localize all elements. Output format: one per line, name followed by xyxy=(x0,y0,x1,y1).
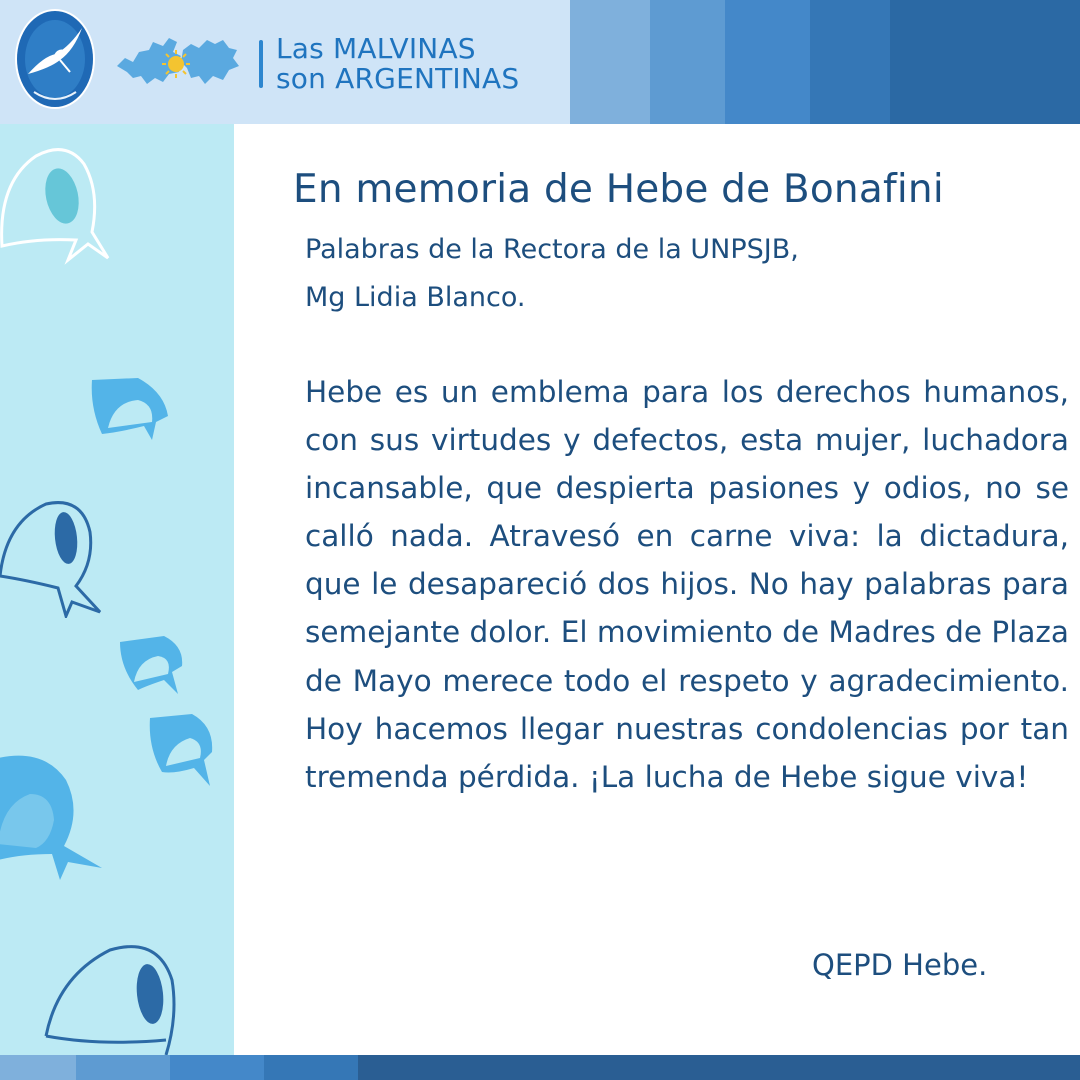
decorative-side-panel xyxy=(0,124,234,1055)
page-title: En memoria de Hebe de Bonafini xyxy=(293,167,944,212)
university-seal-icon xyxy=(14,8,96,110)
header-slogan-line2: son ARGENTINAS xyxy=(276,62,520,95)
header-slogan-line1: Las MALVINAS xyxy=(276,32,476,65)
white-headscarf-icon xyxy=(0,492,108,618)
header-divider xyxy=(259,40,263,88)
white-headscarf-icon xyxy=(0,750,108,884)
white-headscarf-icon xyxy=(118,632,186,700)
header-stripe xyxy=(725,0,810,124)
statement-body: Hebe es un emblema para los derechos humanos, con sus virtudes y defectos, esta mujer, luchadora incansable, que despierta pasiones y odios, no se calló nada. Atravesó en carne viva: la dictadura, que le desapareció dos hijos. No hay palabras para semejante dolor. El movimiento de Madres de Plaza de Mayo merece todo el respeto y agradecimiento. Hoy hacemos llegar nuestras condolencias por tan tremenda pérdida. ¡La lucha de Hebe sigue viva! xyxy=(305,375,1069,794)
white-headscarf-icon xyxy=(40,936,190,1055)
white-headscarf-icon xyxy=(148,712,216,792)
header-stripe xyxy=(890,0,1080,124)
subtitle-line1: Palabras de la Rectora de la UNPSJB, xyxy=(305,234,799,265)
header-stripe xyxy=(570,0,650,124)
footer-segment xyxy=(170,1055,264,1080)
footer-segment xyxy=(264,1055,358,1080)
subtitle-line2: Mg Lidia Blanco. xyxy=(305,282,526,313)
subtitle xyxy=(305,226,1005,322)
white-headscarf-icon xyxy=(86,374,172,454)
header-stripe xyxy=(650,0,725,124)
footer-segment xyxy=(0,1055,76,1080)
signoff: QEPD Hebe. xyxy=(812,948,988,982)
footer-stripe xyxy=(0,1055,1080,1080)
malvinas-map-icon xyxy=(113,28,243,94)
footer-segment xyxy=(76,1055,170,1080)
white-headscarf-icon xyxy=(0,142,116,272)
header-banner xyxy=(0,0,1080,124)
header-stripe xyxy=(810,0,890,124)
